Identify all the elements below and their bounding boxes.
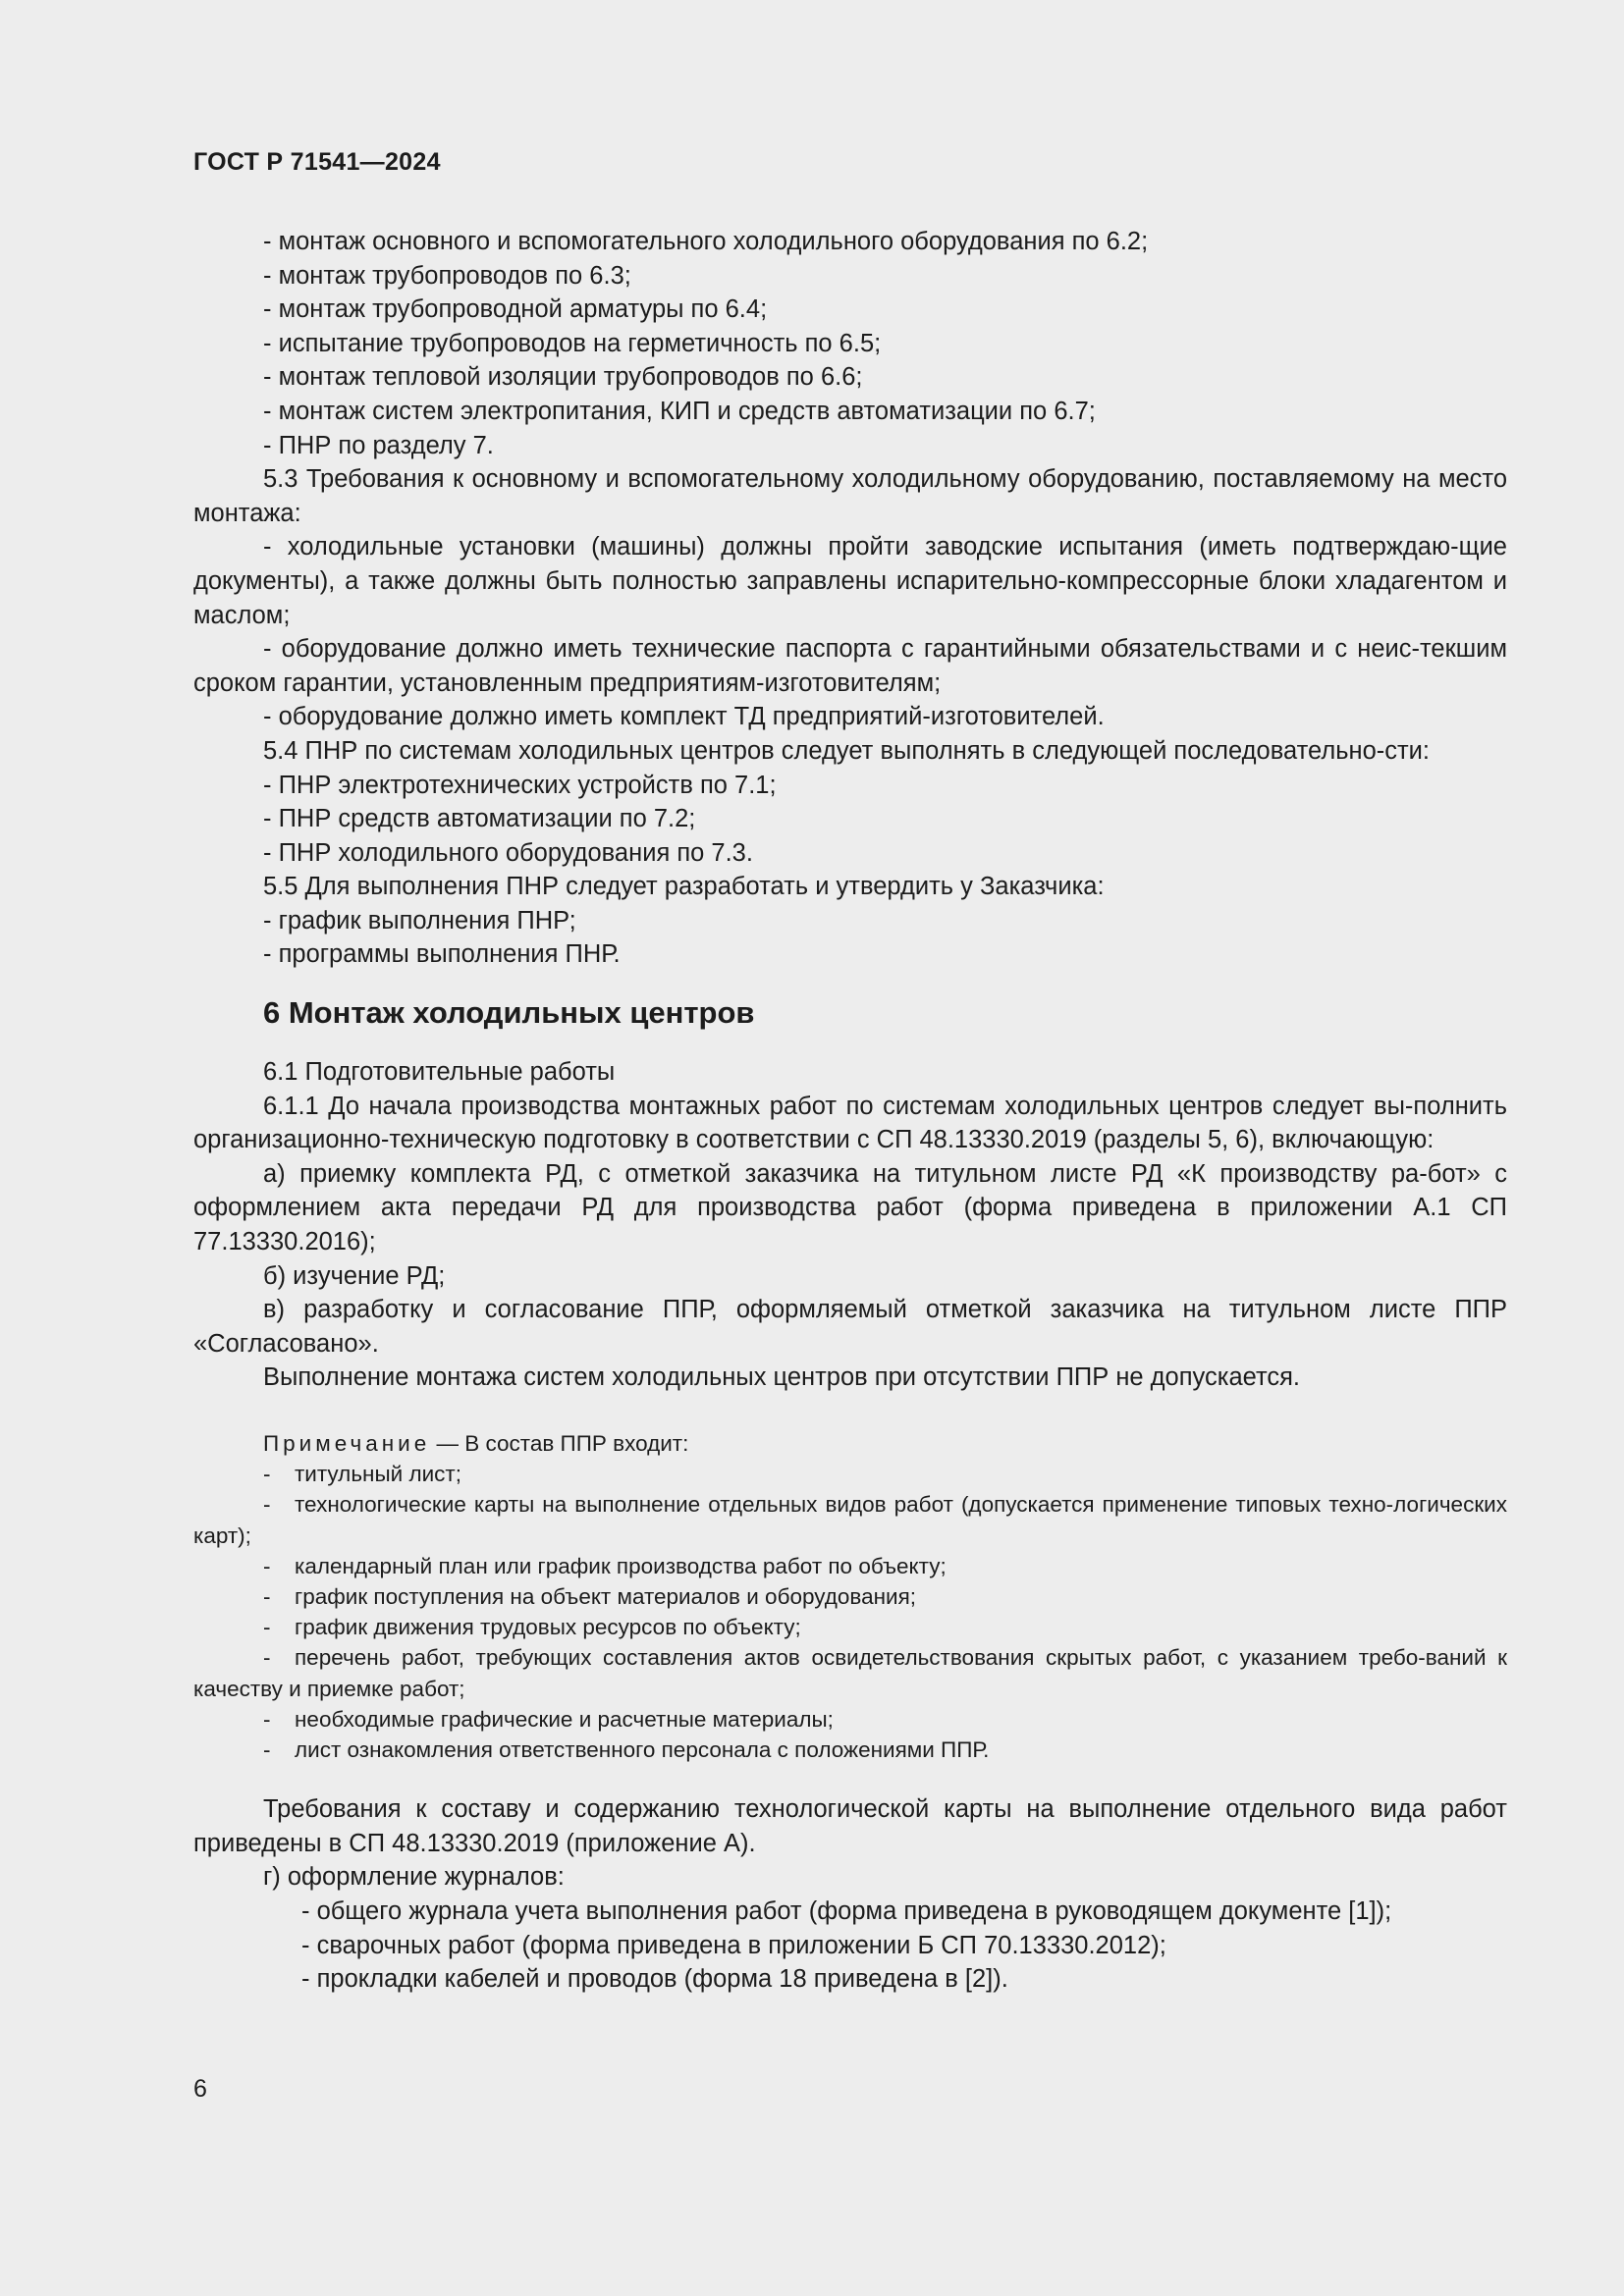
list-item: в) разработку и согласование ППР, оформляемый отметкой заказчика на титульном листе ППР «Согласовано». — [193, 1296, 1507, 1358]
paragraph: Выполнение монтажа систем холодильных центров при отсутствии ППР не допускается. — [263, 1363, 1301, 1392]
document-body — [193, 225, 1507, 1997]
page-number: 6 — [193, 2075, 207, 2103]
list-item: - оборудование должно иметь комплект ТД предприятий-изготовителей. — [263, 703, 1105, 731]
list-item: - монтаж тепловой изоляции трубопроводов по 6.6; — [263, 363, 863, 392]
note-item: - перечень работ, требующих составления актов освидетельствования скрытых работ, с указанием требо-ваний к качеству и приемке работ; — [193, 1645, 1507, 1701]
list-item: - ПНР холодильного оборудования по 7.3. — [263, 838, 753, 867]
list-item: а) приемку комплекта РД, с отметкой заказчика на титульном листе РД «К производству ра-бот» с оформлением акта передачи РД для производства работ (форма приведена в приложении А.1 СП 77.13330.2016); — [193, 1159, 1507, 1256]
paragraph-5-3: 5.3 Требования к основному и вспомогательному холодильному оборудованию, поставляемому на место монтажа: — [193, 465, 1507, 527]
note-item: - технологические карты на выполнение отдельных видов работ (допускается применение типовых техно-логических карт); — [193, 1492, 1507, 1548]
list-item: - ПНР по разделу 7. — [263, 431, 494, 459]
list-item: - испытание трубопроводов на герметичность по 6.5; — [263, 329, 882, 357]
list-item: - прокладки кабелей и проводов (форма 18 приведена в [2]). — [301, 1965, 1008, 1994]
paragraph-5-4: 5.4 ПНР по системам холодильных центров следует выполнять в следующей последовательно-сти: — [263, 736, 1431, 765]
list-item: - общего журнала учета выполнения работ (форма приведена в руководящем документе [1]); — [301, 1897, 1392, 1926]
list-item: - сварочных работ (форма приведена в приложении Б СП 70.13330.2012); — [301, 1931, 1166, 1959]
list-item: - оборудование должно иметь технические паспорта с гарантийными обязательствами и с неис-текшим сроком гарантии, установленным предприятиям-изготовителям; — [193, 635, 1507, 697]
list-item: - монтаж трубопроводной арматуры по 6.4; — [263, 295, 768, 324]
note-intro — [193, 1428, 1507, 1459]
list-item: - ПНР средств автоматизации по 7.2; — [263, 805, 696, 833]
list-item: - монтаж основного и вспомогательного холодильного оборудования по 6.2; — [263, 228, 1149, 255]
list-item: - холодильные установки (машины) должны пройти заводские испытания (иметь подтверждаю-щие документы), а также должны быть полностью заправлены испарительно-компрессорные блоки хладагентом и маслом; — [193, 533, 1507, 629]
list-item: - график выполнения ПНР; — [263, 906, 576, 934]
note-item: - график поступления на объект материалов и оборудования; — [263, 1584, 917, 1610]
note-label: Примечание — [263, 1431, 431, 1456]
note-item: - необходимые графические и расчетные материалы; — [263, 1706, 834, 1732]
list-item: б) изучение РД; — [263, 1261, 446, 1290]
note-item: - титульный лист; — [263, 1462, 461, 1487]
note-item: - лист ознакомления ответственного персонала с положениями ППР. — [263, 1737, 990, 1763]
list-item: - монтаж систем электропитания, КИП и средств автоматизации по 6.7; — [263, 397, 1096, 425]
note-item: - график движения трудовых ресурсов по объекту; — [263, 1615, 801, 1640]
paragraph-5-5: 5.5 Для выполнения ПНР следует разработать и утвердить у Заказчика: — [263, 873, 1105, 901]
note-block — [193, 1428, 1507, 1765]
paragraph-6-1-1: 6.1.1 До начала производства монтажных работ по системам холодильных центров следует вы-полнить организационно-техническую подготовку в соответствии с СП 48.13330.2019 (разделы 5, 6), включающую: — [193, 1092, 1507, 1154]
list-item: - программы выполнения ПНР. — [263, 940, 621, 969]
list-item: г) оформление журналов: — [263, 1863, 565, 1892]
subsection-title: 6.1 Подготовительные работы — [263, 1058, 616, 1087]
note-intro-text: — В состав ППР входит: — [430, 1431, 689, 1456]
list-item: - ПНР электротехнических устройств по 7.1; — [263, 771, 777, 799]
section-heading: 6 Монтаж холодильных центров — [263, 995, 755, 1031]
note-item: - календарный план или график производства работ по объекту; — [263, 1553, 947, 1578]
document-header: ГОСТ Р 71541—2024 — [193, 148, 441, 176]
paragraph: Требования к составу и содержанию технологической карты на выполнение отдельного вида работ приведены в СП 48.13330.2019 (приложение А). — [193, 1795, 1507, 1857]
list-item: - монтаж трубопроводов по 6.3; — [263, 261, 631, 290]
